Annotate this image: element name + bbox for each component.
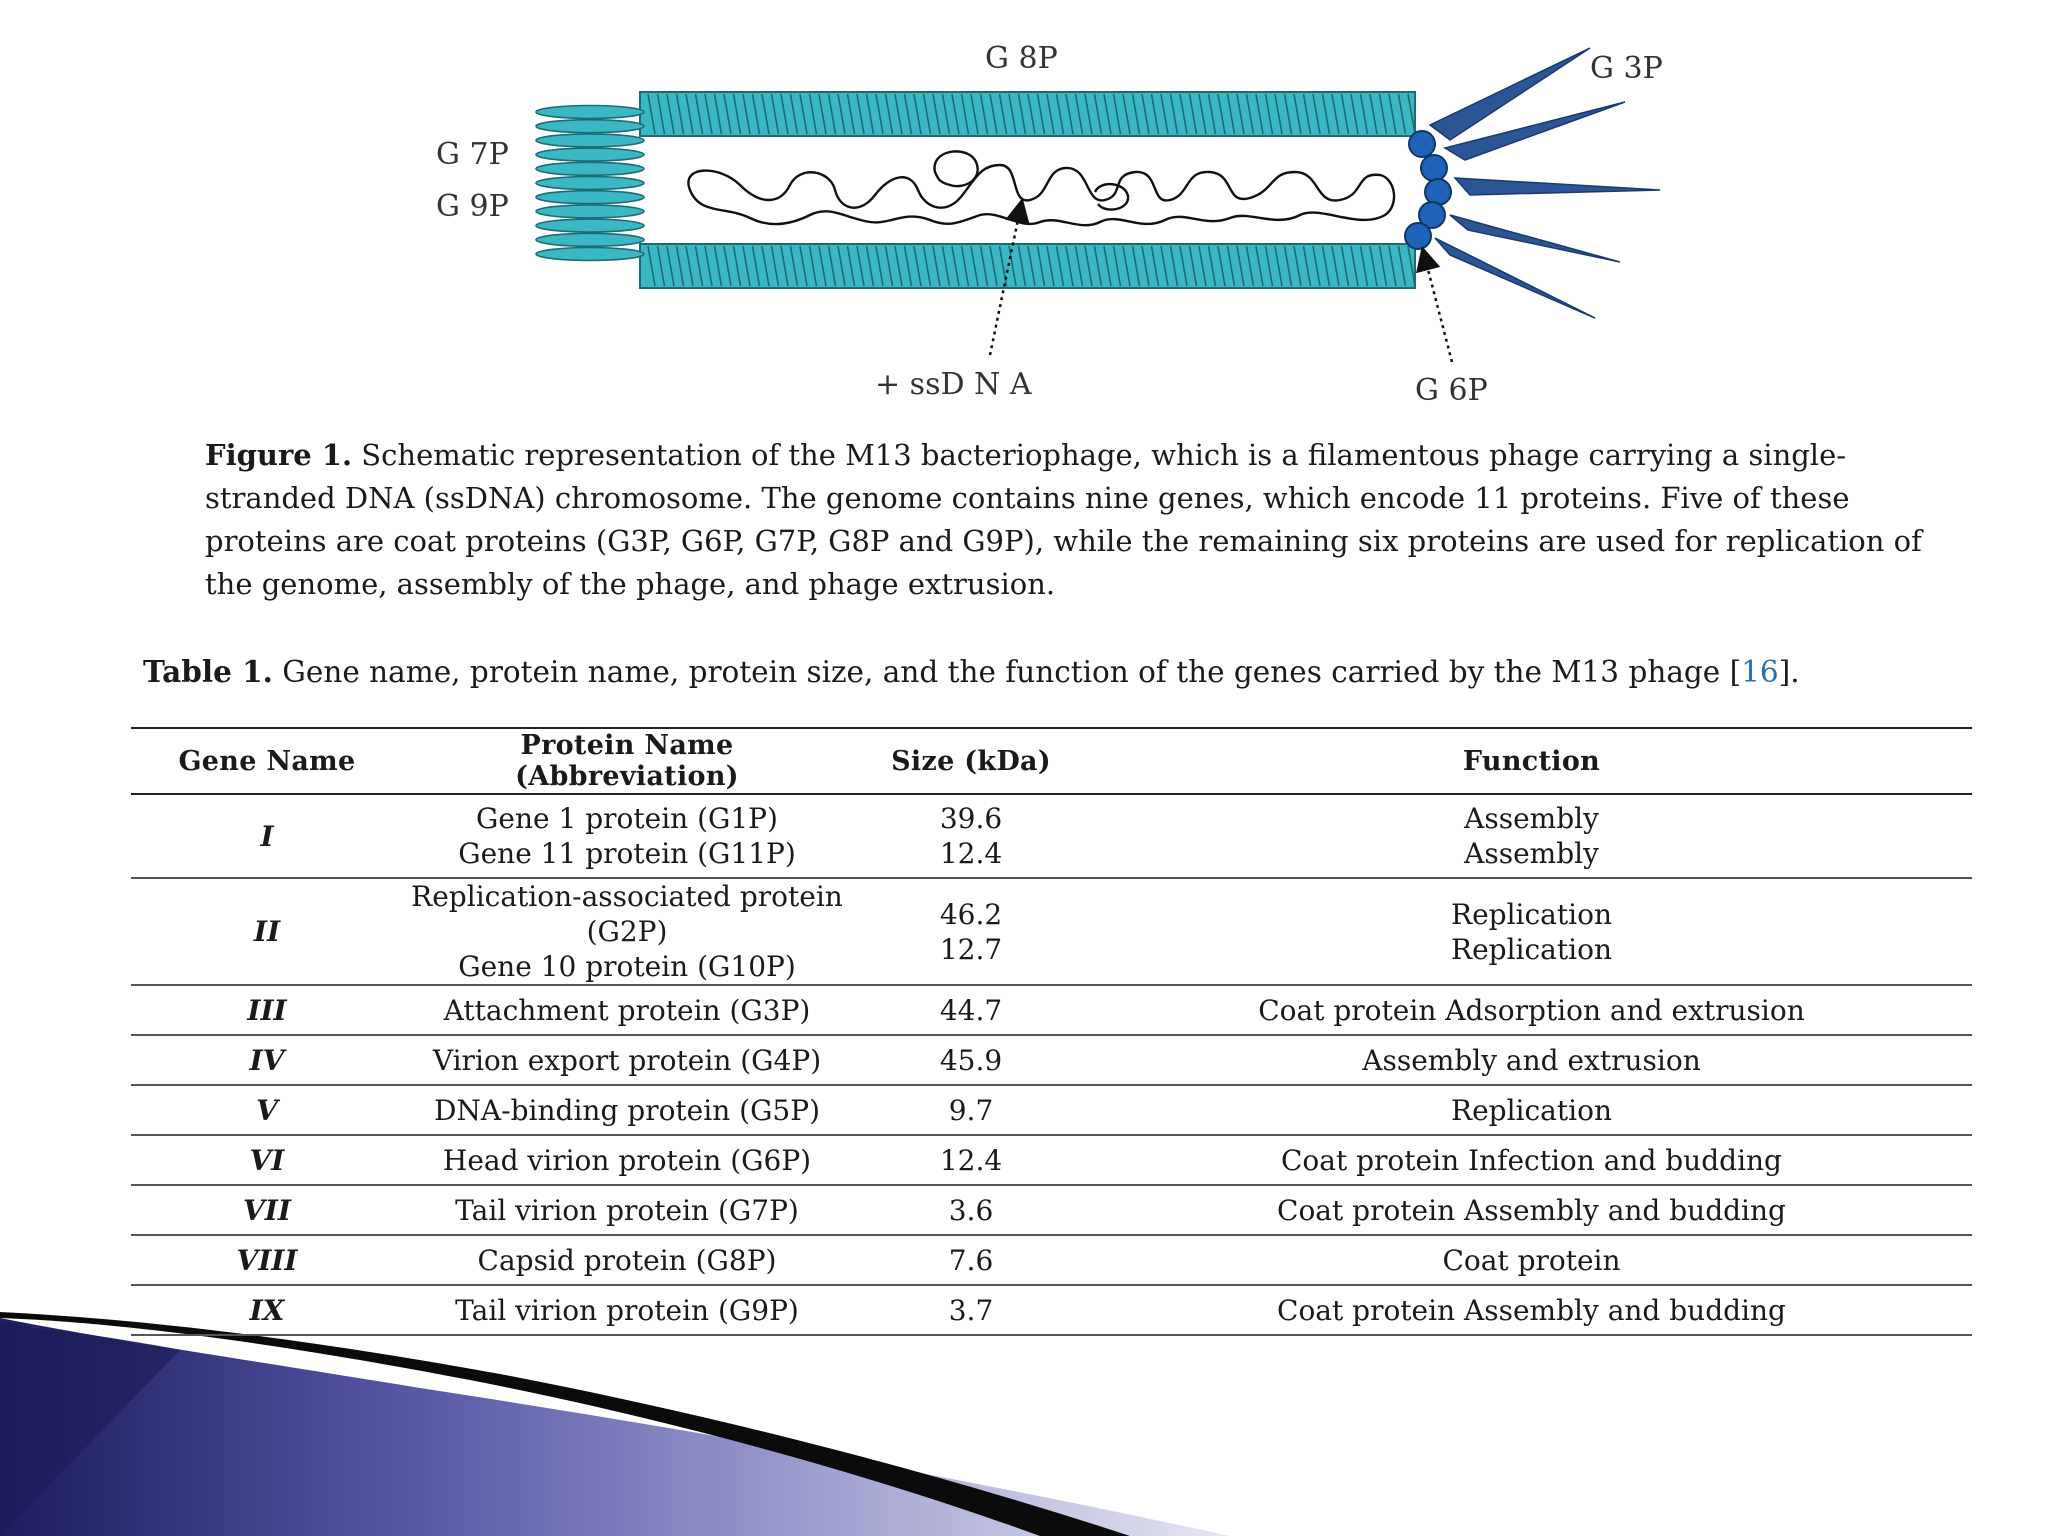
gene-cell: V xyxy=(131,1085,403,1135)
table-caption-end: ]. xyxy=(1778,655,1800,689)
label-g9p: G 9P xyxy=(436,189,509,224)
tail-disc xyxy=(536,106,644,119)
size-cell: 45.9 xyxy=(851,1035,1091,1085)
protein-cell: Virion export protein (G4P) xyxy=(403,1035,851,1085)
size-cell: 3.7 xyxy=(851,1285,1091,1335)
tail-disc xyxy=(536,134,644,147)
g6p-circle xyxy=(1409,131,1435,157)
gene-cell: VII xyxy=(131,1185,403,1235)
function-cell: Replication xyxy=(1091,1085,1972,1135)
bottom-wave-shape xyxy=(0,1318,1230,1536)
label-g8p: G 8P xyxy=(985,41,1058,76)
g6p-arrow xyxy=(1425,258,1452,362)
g8p-coat-bottom xyxy=(640,244,1415,288)
size-cell: 39.6 12.4 xyxy=(851,794,1091,878)
g6p-circle xyxy=(1405,223,1431,249)
header-gene-name: Gene Name xyxy=(131,728,403,794)
size-cell: 44.7 xyxy=(851,985,1091,1035)
tail-disc xyxy=(536,191,644,204)
function-cell: Assembly Assembly xyxy=(1091,794,1972,878)
table-row xyxy=(131,985,1972,1035)
figure-caption-text: Schematic representation of the M13 bacteriophage, which is a filamentous phage carrying a single-stranded DNA (ssDNA) chromosome. The genome contains nine genes, which encode 11 proteins. Five of these proteins are coat proteins (G3P, G6P, G7P, G8P and G9P), while the remaining six proteins are used for replication of the genome, assembly of the phage, and phage extrusion. xyxy=(205,438,1922,601)
g3p-spike xyxy=(1450,215,1620,262)
protein-cell: DNA-binding protein (G5P) xyxy=(403,1085,851,1135)
function-cell: Coat protein Adsorption and extrusion xyxy=(1091,985,1972,1035)
size-cell: 9.7 xyxy=(851,1085,1091,1135)
label-ssdna: + ssD N A xyxy=(875,367,1032,402)
size-cell: 7.6 xyxy=(851,1235,1091,1285)
g6p-circles xyxy=(1405,131,1451,249)
protein-cell: Attachment protein (G3P) xyxy=(403,985,851,1035)
gene-cell: II xyxy=(131,878,403,985)
table-row xyxy=(131,1185,1972,1235)
function-cell: Coat protein Infection and budding xyxy=(1091,1135,1972,1185)
table-row xyxy=(131,1135,1972,1185)
header-size: Size (kDa) xyxy=(851,728,1091,794)
g3p-spike xyxy=(1430,48,1590,140)
function-cell: Coat protein Assembly and budding xyxy=(1091,1285,1972,1335)
ssdna-strand xyxy=(688,165,1394,225)
g3p-spike xyxy=(1455,178,1660,195)
table-row xyxy=(131,1285,1972,1335)
figure-caption xyxy=(205,434,1935,606)
protein-cell: Gene 1 protein (G1P) Gene 11 protein (G11P) xyxy=(403,794,851,878)
header-function: Function xyxy=(1091,728,1972,794)
table-caption-text: Gene name, protein name, protein size, and the function of the genes carried by the M13 phage [ xyxy=(272,655,1742,689)
tail-disc xyxy=(536,162,644,175)
tail-disc xyxy=(536,177,644,190)
table-header-row xyxy=(131,728,1972,794)
gene-cell: I xyxy=(131,794,403,878)
tail-disc xyxy=(536,248,644,261)
tail-disc xyxy=(536,120,644,133)
ssdna-inner-loop xyxy=(935,151,978,186)
g8p-coat-top xyxy=(640,92,1415,136)
g7p-g9p-discs xyxy=(536,106,644,261)
reference-link[interactable]: 16 xyxy=(1741,655,1779,689)
table-row xyxy=(131,1085,1972,1135)
function-cell: Coat protein Assembly and budding xyxy=(1091,1185,1972,1235)
function-cell: Assembly and extrusion xyxy=(1091,1035,1972,1085)
tail-disc xyxy=(536,219,644,232)
protein-cell: Tail virion protein (G7P) xyxy=(403,1185,851,1235)
g6p-circle xyxy=(1421,155,1447,181)
table-row xyxy=(131,1235,1972,1285)
gene-cell: IX xyxy=(131,1285,403,1335)
protein-cell: Head virion protein (G6P) xyxy=(403,1135,851,1185)
figure-caption-label: Figure 1. xyxy=(205,438,353,472)
phage-diagram xyxy=(0,0,2048,420)
tail-disc xyxy=(536,148,644,161)
gene-cell: VI xyxy=(131,1135,403,1185)
tail-disc xyxy=(536,205,644,218)
protein-cell: Capsid protein (G8P) xyxy=(403,1235,851,1285)
size-cell: 12.4 xyxy=(851,1135,1091,1185)
table-row xyxy=(131,878,1972,985)
g3p-spikes xyxy=(1430,48,1660,318)
label-g3p: G 3P xyxy=(1590,51,1663,86)
header-protein-name: Protein Name (Abbreviation) xyxy=(403,728,851,794)
gene-table xyxy=(131,727,1972,1336)
gene-cell: VIII xyxy=(131,1235,403,1285)
label-g6p: G 6P xyxy=(1415,373,1488,408)
gene-cell: III xyxy=(131,985,403,1035)
table-caption-label: Table 1. xyxy=(143,654,273,689)
function-cell: Replication Replication xyxy=(1091,878,1972,985)
table-row xyxy=(131,794,1972,878)
g6p-circle xyxy=(1425,179,1451,205)
protein-cell: Replication-associated protein (G2P) Gene 10 protein (G10P) xyxy=(403,878,851,985)
table-caption xyxy=(143,652,1993,692)
protein-cell: Tail virion protein (G9P) xyxy=(403,1285,851,1335)
table-row xyxy=(131,1035,1972,1085)
gene-cell: IV xyxy=(131,1035,403,1085)
size-cell: 46.2 12.7 xyxy=(851,878,1091,985)
tail-disc xyxy=(536,233,644,246)
size-cell: 3.6 xyxy=(851,1185,1091,1235)
function-cell: Coat protein xyxy=(1091,1235,1972,1285)
label-g7p: G 7P xyxy=(436,137,509,172)
